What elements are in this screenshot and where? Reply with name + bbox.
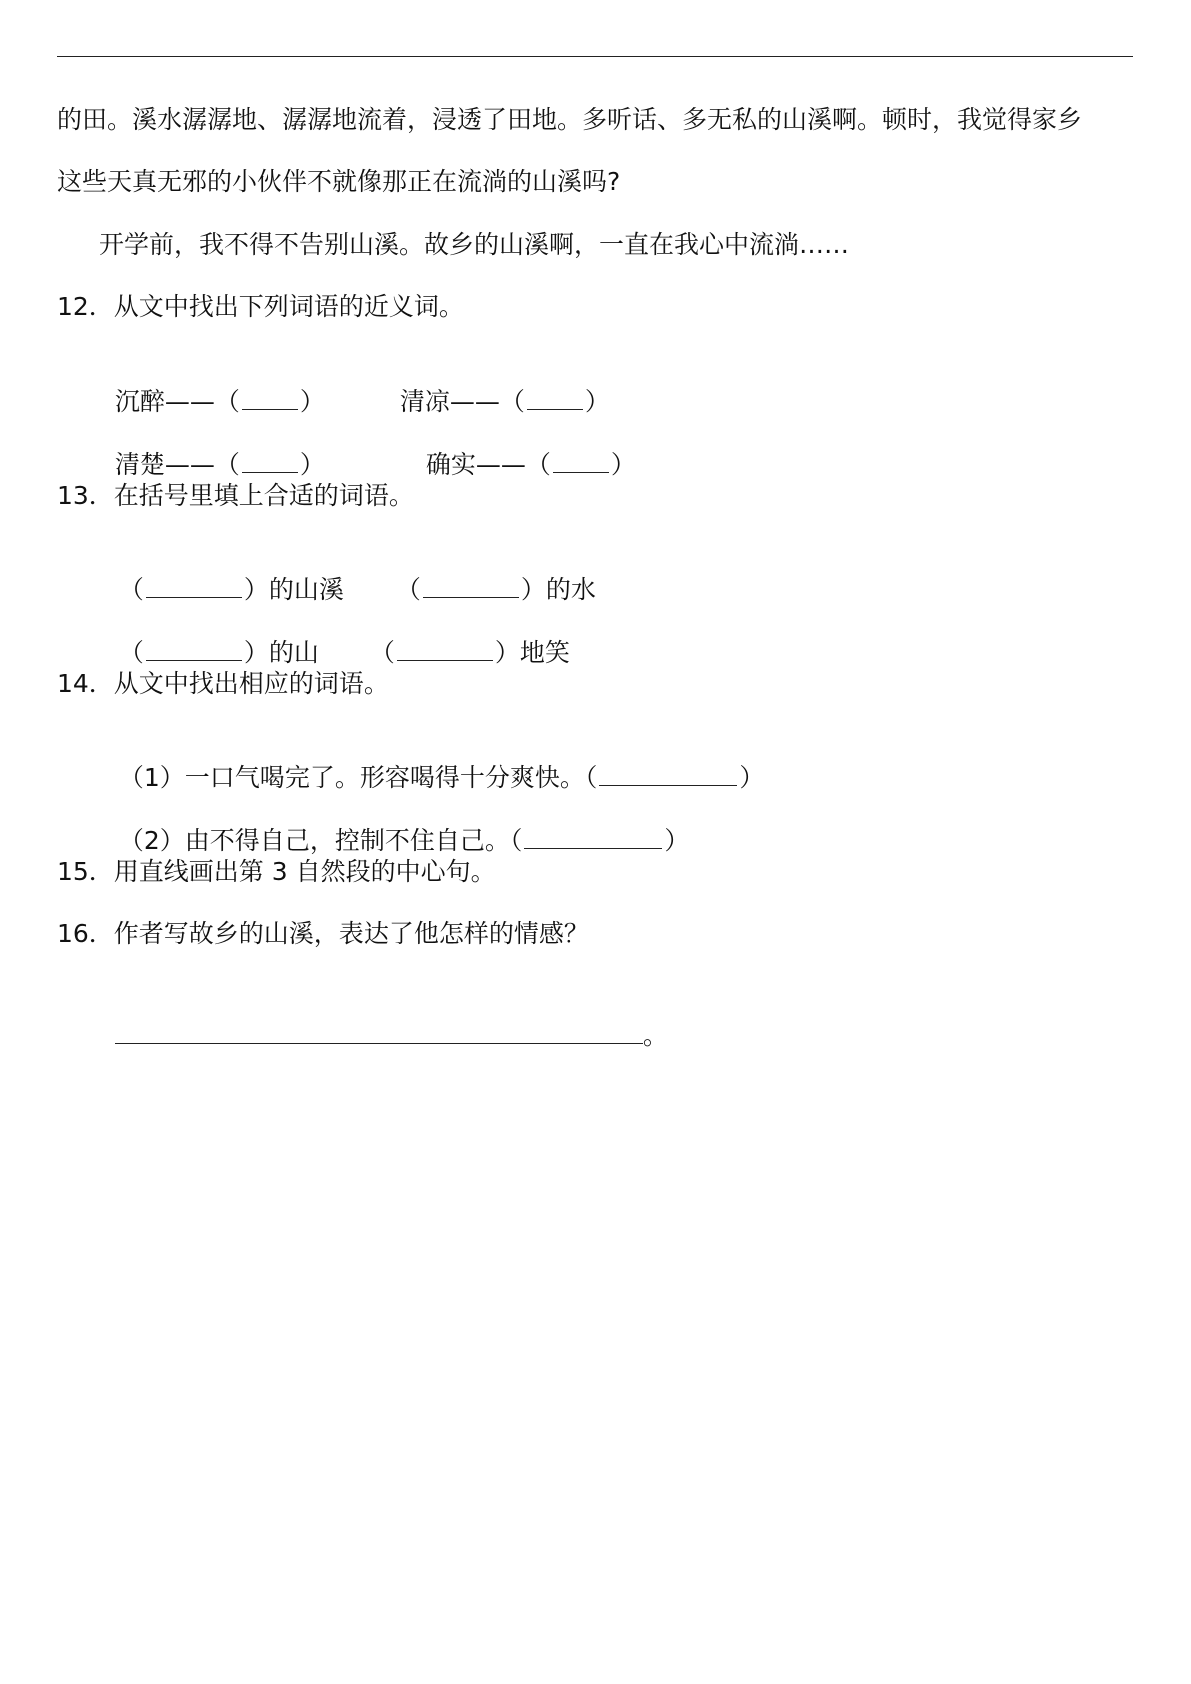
q16-answer-line (99, 988, 668, 1052)
q12-item-4-word: 确实——（ (425, 450, 551, 479)
q13-item-2-open: （ (395, 575, 421, 604)
q13-item-1 (103, 542, 344, 606)
q13-item-4-close: ）地笑 (494, 638, 570, 667)
q13-blank-3[interactable] (146, 638, 242, 661)
q12-blank-1[interactable] (242, 387, 298, 410)
question-16-title: 16．作者写故乡的山溪，表达了他怎样的情感？ (57, 919, 589, 948)
q12-blank-4[interactable] (553, 450, 609, 473)
q12-blank-3[interactable] (242, 450, 298, 473)
q12-blank-2[interactable] (527, 387, 583, 410)
q13-blank-4[interactable] (397, 638, 493, 661)
q13-item-1-open: （ (118, 575, 144, 604)
q13-item-4 (354, 605, 570, 669)
passage-line-1: 的田。溪水潺潺地、潺潺地流着，浸透了田地。多听话、多无私的山溪啊。顿时，我觉得家乡 (57, 105, 1083, 134)
q12-item-3 (99, 417, 325, 481)
q12-item-1-close: ） (299, 387, 325, 416)
q14-item-1-close: ） (739, 763, 765, 792)
q16-answer-blank[interactable] (115, 1021, 643, 1044)
question-14-title: 14．从文中找出相应的词语。 (57, 669, 389, 698)
q12-item-3-close: ） (299, 450, 325, 479)
q12-item-1-word: 沉醉——（ (114, 387, 240, 416)
q13-item-3-close: ）的山 (243, 638, 319, 667)
q13-item-3 (103, 605, 319, 669)
q12-item-3-word: 清楚——（ (114, 450, 240, 479)
q14-item-1 (103, 730, 764, 794)
q13-item-2-close: ）的水 (520, 575, 596, 604)
question-12-title: 12．从文中找出下列词语的近义词。 (57, 292, 464, 321)
q12-item-2 (384, 354, 610, 418)
passage-line-2: 这些天真无邪的小伙伴不就像那正在流淌的山溪吗? (57, 167, 621, 196)
q13-item-4-open: （ (369, 638, 395, 667)
q14-item-2-close: ） (664, 826, 690, 855)
q16-answer-end: 。 (642, 1021, 668, 1050)
q14-item-2-text: （2）由不得自己，控制不住自己。（ (118, 826, 523, 855)
q14-blank-1[interactable] (599, 763, 737, 786)
q12-item-4 (410, 417, 636, 481)
q12-item-2-word: 清凉——（ (399, 387, 525, 416)
question-15-title: 15．用直线画出第 3 自然段的中心句。 (57, 857, 496, 886)
q13-item-2 (380, 542, 596, 606)
q14-blank-2[interactable] (524, 826, 662, 849)
q14-item-2 (103, 793, 689, 857)
q13-blank-2[interactable] (423, 575, 519, 598)
q12-item-2-close: ） (584, 387, 610, 416)
q13-item-1-close: ）的山溪 (243, 575, 344, 604)
passage-line-3: 开学前，我不得不告别山溪。故乡的山溪啊，一直在我心中流淌…… (99, 230, 850, 259)
q14-item-1-text: （1）一口气喝完了。形容喝得十分爽快。（ (118, 763, 598, 792)
q12-item-1 (99, 354, 325, 418)
question-13-title: 13．在括号里填上合适的词语。 (57, 481, 414, 510)
q12-item-4-close: ） (610, 450, 636, 479)
q13-item-3-open: （ (118, 638, 144, 667)
q13-blank-1[interactable] (146, 575, 242, 598)
header-rule (57, 56, 1133, 57)
